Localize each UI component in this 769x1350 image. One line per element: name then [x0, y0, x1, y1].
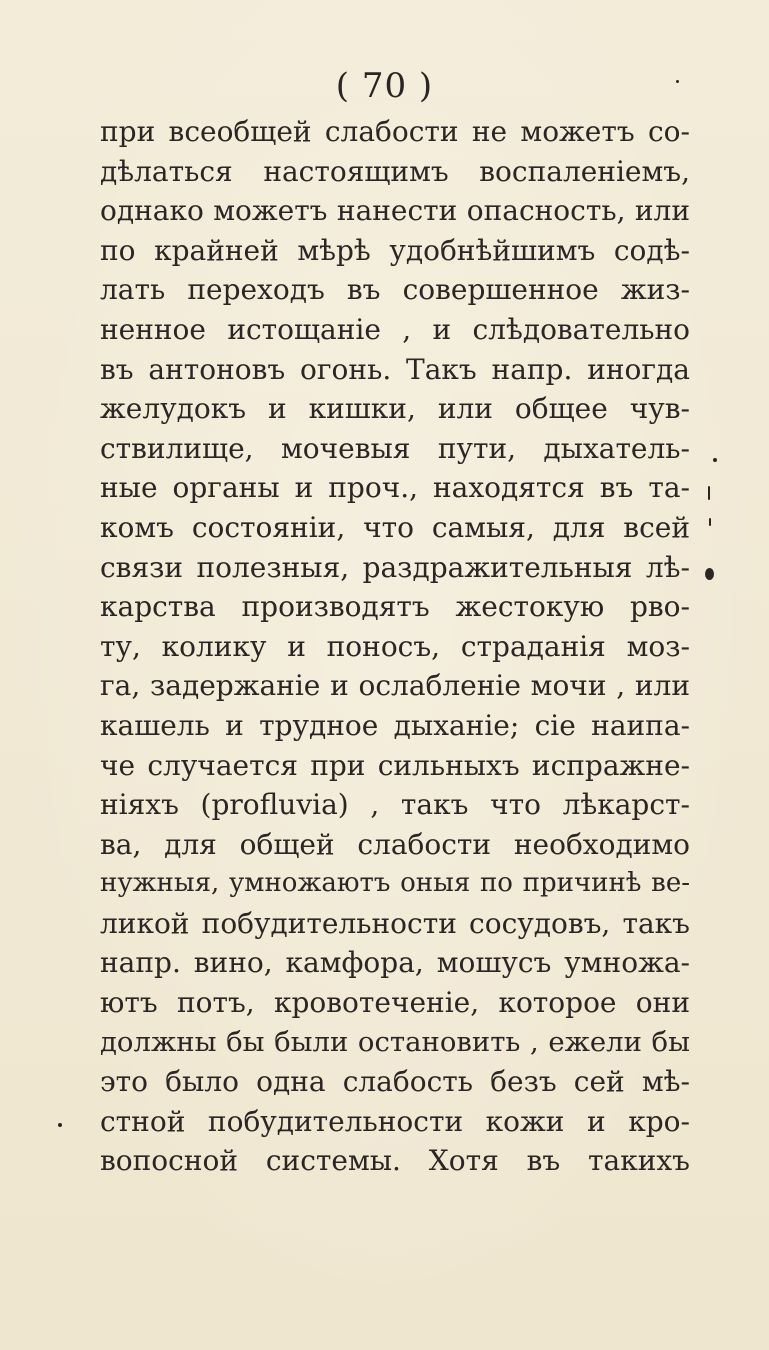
text-line: комъ состояніи, что самыя, для всей	[100, 510, 690, 544]
text-line: ликой побудительности сосудовъ, такъ	[100, 906, 690, 940]
ink-speck	[713, 458, 717, 462]
text-line: при всеобщей слабости не можетъ со-	[100, 115, 690, 148]
text-line: должны бы были остановить , ежели бы	[100, 1025, 690, 1058]
text-line: нужныя, умножаютъ оныя по причинѣ ве-	[100, 868, 690, 899]
text-line: ненное истощаніе , и слѣдовательно	[100, 312, 690, 346]
text-line: кашель и трудное дыханіе; сіе наипа-	[100, 708, 690, 742]
text-line: ту, колику и поносъ, страданія моз-	[100, 629, 690, 663]
text-line: га, задержаніе и ослабленіе мочи , или	[100, 669, 690, 703]
ink-speck	[58, 1123, 62, 1127]
ink-speck	[708, 486, 710, 500]
text-line: ніяхъ (profluvia) , такъ что лѣкарст-	[100, 788, 690, 822]
body-text	[100, 112, 690, 1181]
text-line: вопосной системы. Хотя въ такихъ	[100, 1144, 690, 1178]
text-line: ные органы и проч., находятся въ та-	[100, 471, 690, 505]
text-line: лать переходъ въ совершенное жиз-	[100, 273, 690, 307]
text-line: желудокъ и кишки, или общее чув-	[100, 392, 690, 426]
ink-speck	[676, 80, 679, 83]
ink-speck	[705, 568, 714, 580]
text-line: это было одна слабость безъ сей мѣ-	[100, 1065, 690, 1099]
text-line: ствилище, мочевыя пути, дыхатель-	[100, 431, 690, 465]
text-line: ютъ потъ, кровотеченіе, которое они	[100, 986, 690, 1020]
ink-speck	[709, 518, 711, 526]
text-line: связи полезныя, раздражительныя лѣ-	[100, 550, 690, 584]
text-line: однако можетъ нанести опасность, или	[100, 194, 690, 228]
page-number: ( 70 )	[335, 66, 434, 106]
text-line: ва, для общей слабости необходимо	[100, 827, 690, 861]
text-line: че случается при сильныхъ испражне-	[100, 748, 690, 782]
text-line: карства производятъ жестокую рво-	[100, 590, 690, 624]
text-line: дѣлаться настоящимъ воспаленіемъ,	[100, 154, 690, 188]
text-line: напр. вино, камфора, мошусъ умножа-	[100, 946, 690, 980]
text-line: въ антоновъ огонь. Такъ напр. иногда	[100, 352, 690, 386]
text-line: стной побудительности кожи и кро-	[100, 1104, 690, 1138]
text-line: по крайней мѣрѣ удобнѣйшимъ содѣ-	[100, 233, 690, 267]
